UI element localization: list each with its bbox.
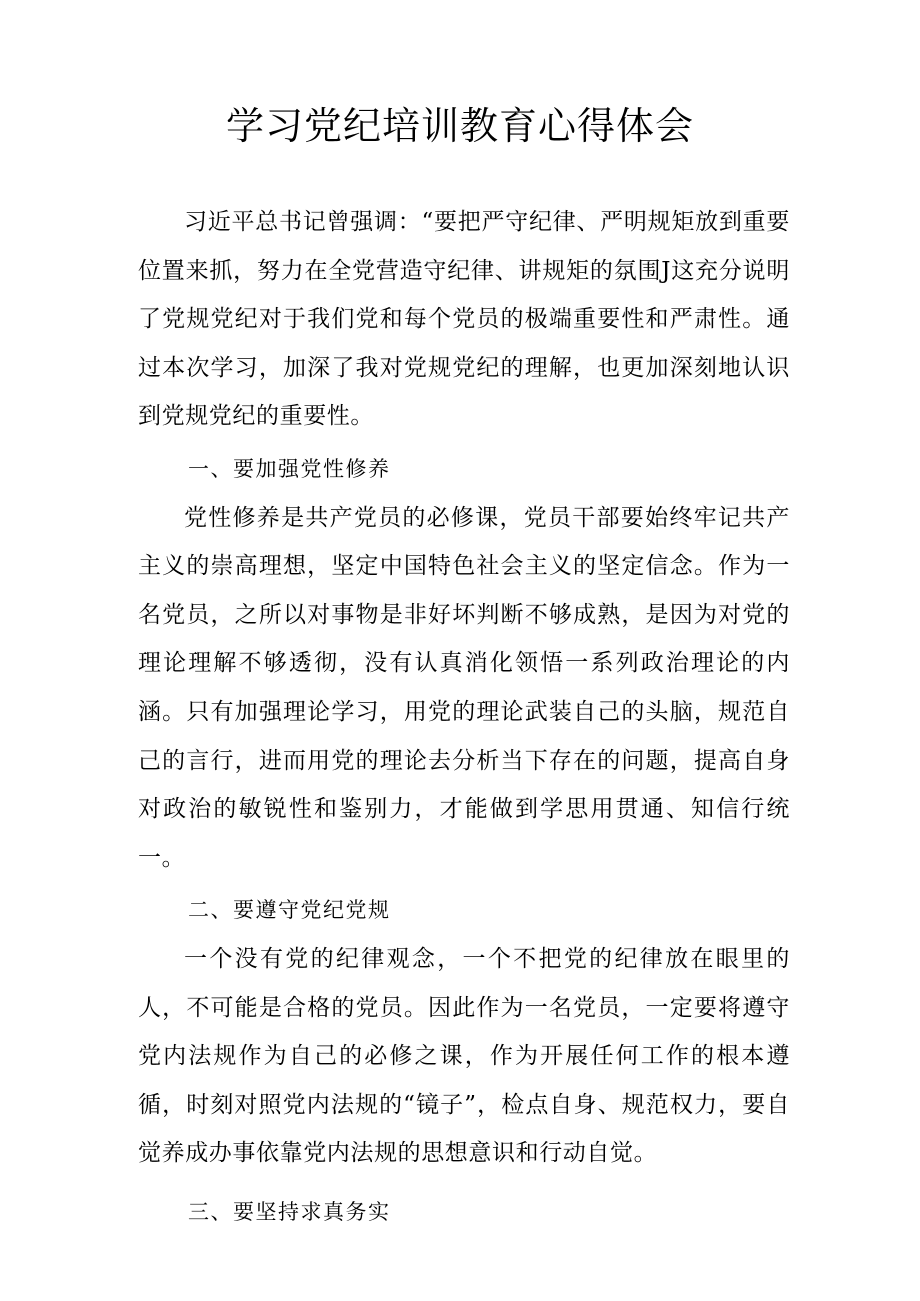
section-body-1: 党性修养是共产党员的必修课，党员干部要始终牢记共产主义的崇高理想，坚定中国特色社会主义的坚定信念。作为一名党员，之所以对事物是非好坏判断不够成熟，是因为对党的理论理解不够透彻，没有认真消化领悟一系列政治理论的内涵。只有加强理论学习，用党的理论武装自己的头脑，规范自己的言行，进而用党的理论去分析当下存在的问题，提高自身对政治的敏锐性和鉴别力，才能做到学思用贯通、知信行统一。 [138, 504, 790, 871]
section-body-2: 一个没有党的纪律观念，一个不把党的纪律放在眼里的人，不可能是合格的党员。因此作为一名党员，一定要将遵守党内法规作为自己的必修之课，作为开展任何工作的根本遵循，时刻对照党内法规的“镜子”，检点自身、规范权力，要自觉养成办事依靠党内法规的思想意识和行动自觉。 [138, 945, 790, 1167]
document-title: 学习党纪培训教育心得体会 [225, 104, 694, 148]
section-heading-1: 一、要加强党性修养 [188, 456, 391, 481]
section-heading-3: 三、要坚持求真务实 [188, 1199, 391, 1224]
section-heading-2: 二、要遵守党纪党规 [188, 898, 391, 923]
document-body [138, 198, 790, 1236]
intro-paragraph: 习近平总书记曾强调：“要把严守纪律、严明规矩放到重要位置来抓，努力在全党营造守纪律、讲规矩的氛围J这充分说明了党规党纪对于我们党和每个党员的极端重要性和严肃性。通过本次学习，加深了我对党规党纪的理解，也更加深刻地认识到党规党纪的重要性。 [138, 209, 790, 430]
